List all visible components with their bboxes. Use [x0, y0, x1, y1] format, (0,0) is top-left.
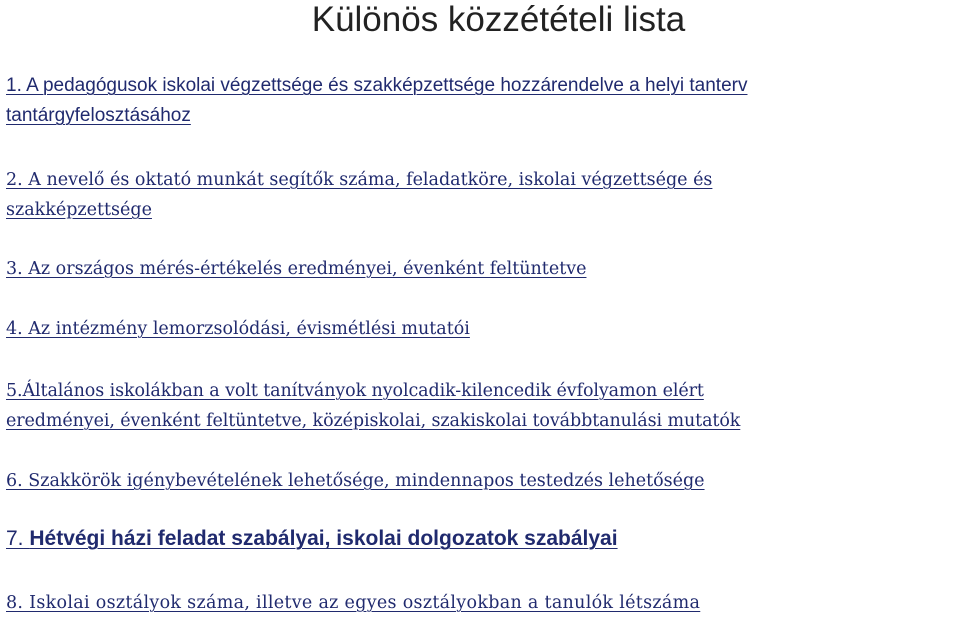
list-item-2-line-2: szakképzettsége: [6, 200, 152, 220]
list-item-6[interactable]: 6. Szakkörök igénybevételének lehetősége, mindennapos testedzés lehetősége: [6, 471, 705, 491]
list-item-5[interactable]: [6, 376, 956, 436]
list-item-2[interactable]: [6, 165, 956, 225]
list-item-5-line-2: eredményei, évenként feltüntetve, középiskolai, szakiskolai továbbtanulási mutatók: [6, 411, 741, 431]
list-item-1-line-2: tantárgyfelosztásához: [6, 105, 191, 126]
list-item-1-line-1: 1. A pedagógusok iskolai végzettsége és szakképzettsége hozzárendelve a helyi tanterv: [6, 75, 748, 96]
list-item-7[interactable]: [6, 527, 956, 551]
list-item-7-text: Hétvégi házi feladat szabályai, iskolai dolgozatok szabályai: [29, 527, 618, 550]
list-item-1[interactable]: [6, 71, 956, 131]
list-item-8[interactable]: 8. Iskolai osztályok száma, illetve az egyes osztályokban a tanulók létszáma: [6, 593, 701, 613]
page-title: Különös közzétételi lista: [311, 0, 686, 39]
list-item-3[interactable]: 3. Az országos mérés-értékelés eredményei, évenként feltüntetve: [6, 259, 587, 279]
list-item-4[interactable]: 4. Az intézmény lemorzsolódási, évismétlési mutatói: [6, 319, 470, 339]
list-item-5-line-1: 5.Általános iskolákban a volt tanítványok nyolcadik-kilencedik évfolyamon elért: [6, 381, 704, 401]
list-item-2-line-1: 2. A nevelő és oktató munkát segítők száma, feladatköre, iskolai végzettsége és: [6, 170, 713, 190]
list-item-7-number: 7.: [6, 527, 24, 550]
